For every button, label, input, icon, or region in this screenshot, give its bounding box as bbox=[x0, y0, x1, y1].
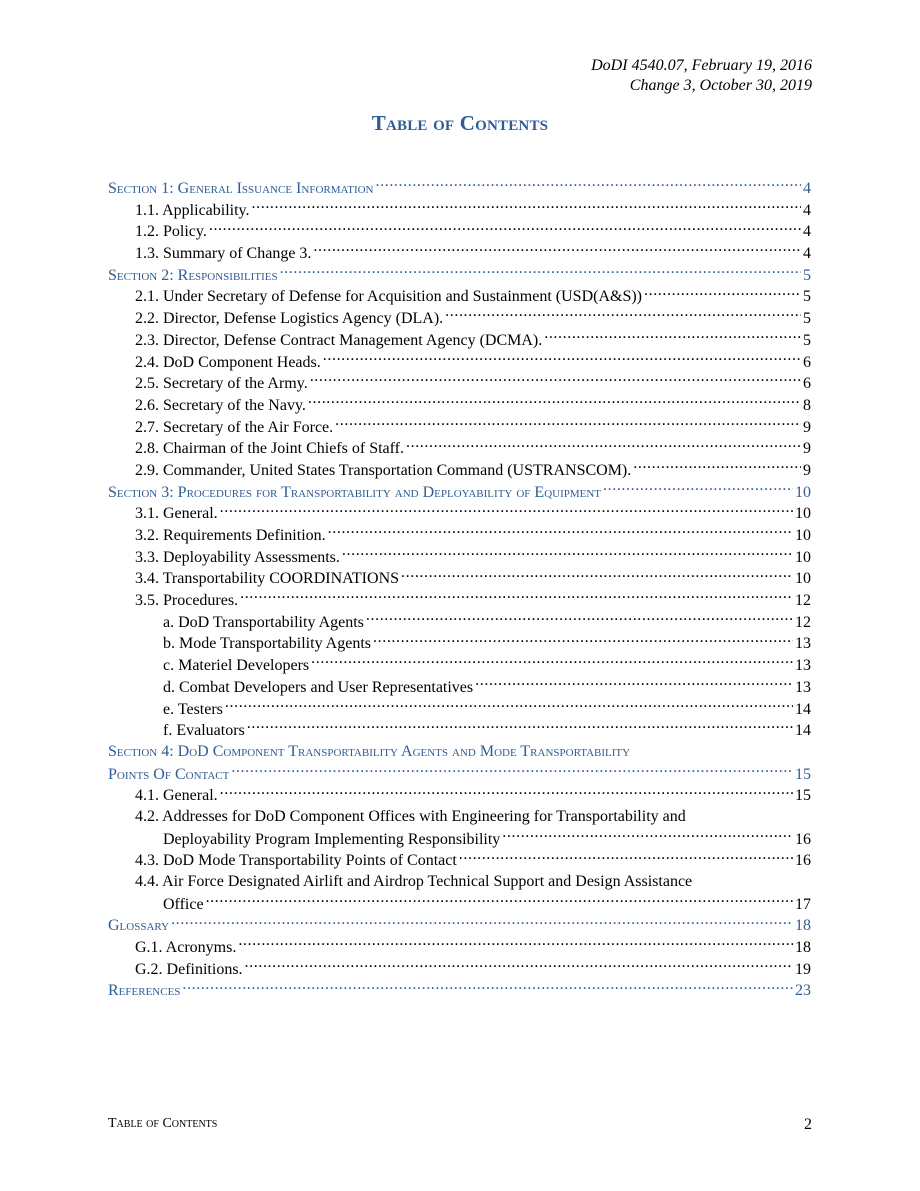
toc-page-number: 8 bbox=[803, 396, 811, 414]
header-doc-id: DoDI 4540.07, February 19, 2016 bbox=[591, 57, 812, 74]
toc-page-number: 10 bbox=[795, 483, 811, 501]
dot-leader bbox=[544, 329, 801, 345]
toc-page-number: 15 bbox=[795, 765, 811, 783]
toc-entry-label: 3.5. Procedures. bbox=[135, 592, 239, 610]
toc-page-number: 9 bbox=[803, 440, 811, 458]
toc-entry[interactable] bbox=[108, 329, 811, 351]
toc-entry[interactable] bbox=[108, 351, 811, 373]
dot-leader bbox=[209, 220, 801, 236]
toc-page-number: 4 bbox=[803, 223, 811, 241]
toc-entry-label: d. Combat Developers and User Representatives bbox=[163, 678, 474, 696]
toc-entry[interactable] bbox=[108, 849, 811, 871]
dot-leader bbox=[603, 481, 793, 497]
toc-entry-label: e. Testers bbox=[163, 700, 223, 718]
toc-page-number: 14 bbox=[795, 722, 811, 740]
toc-entry-label: 2.4. DoD Component Heads. bbox=[135, 353, 321, 371]
dot-leader bbox=[328, 524, 793, 540]
dot-leader bbox=[206, 893, 793, 909]
toc-section-entry[interactable] bbox=[108, 914, 811, 936]
document-header bbox=[591, 56, 812, 96]
toc-entry-label: Section 2: Responsibilities bbox=[108, 266, 278, 284]
toc-entry[interactable] bbox=[108, 763, 811, 785]
dot-leader bbox=[310, 372, 801, 388]
toc-entry-label: 2.8. Chairman of the Joint Chiefs of Staff. bbox=[135, 440, 404, 458]
dot-leader bbox=[342, 546, 793, 562]
dot-leader bbox=[225, 698, 793, 714]
dot-leader bbox=[644, 285, 801, 301]
toc-entry[interactable] bbox=[108, 654, 811, 676]
toc-page-number: 10 bbox=[795, 527, 811, 544]
dot-leader bbox=[308, 394, 801, 410]
dot-leader bbox=[247, 719, 793, 735]
toc-page-number: 16 bbox=[795, 830, 811, 848]
toc-page-number: 16 bbox=[795, 852, 811, 870]
toc-entry[interactable] bbox=[108, 502, 811, 524]
toc-entry-label-continued: Office bbox=[163, 895, 204, 913]
toc-entry-line[interactable] bbox=[108, 741, 811, 763]
footer-title: Table of Contents bbox=[108, 1116, 218, 1131]
toc-page-number: 10 bbox=[795, 570, 811, 588]
toc-page-number: 13 bbox=[795, 635, 811, 653]
toc-page-number: 4 bbox=[803, 180, 811, 197]
toc-entry[interactable] bbox=[108, 416, 811, 438]
toc-entry-label: b. Mode Transportability Agents bbox=[163, 635, 372, 653]
page-title-text: Table of Contents bbox=[371, 111, 549, 135]
toc-entry-label: Section 3: Procedures for Transportability and Deployability of Equipment bbox=[108, 483, 602, 501]
toc-entry[interactable] bbox=[108, 698, 811, 720]
toc-entry-label: 3.4. Transportability COORDINATIONS bbox=[135, 570, 400, 588]
toc-entry-label: 2.2. Director, Defense Logistics Agency (DLA). bbox=[135, 310, 444, 328]
dot-leader bbox=[252, 199, 801, 215]
toc-entry[interactable] bbox=[108, 719, 811, 741]
toc-entry-label: 4.1. General. bbox=[135, 787, 218, 805]
toc-page-number: 9 bbox=[803, 461, 811, 479]
toc-entry-label: 3.3. Deployability Assessments. bbox=[135, 548, 340, 566]
header-change: Change 3, October 30, 2019 bbox=[629, 77, 812, 94]
toc-page-number: 4 bbox=[803, 245, 811, 263]
toc-entry[interactable] bbox=[108, 958, 811, 980]
toc-entry[interactable] bbox=[108, 632, 811, 654]
dot-leader bbox=[220, 784, 793, 800]
toc-entry-label: G.2. Definitions. bbox=[135, 960, 243, 978]
toc-entry[interactable] bbox=[108, 784, 811, 806]
toc-entry-label: 4.4. Air Force Designated Airlift and Airdrop Technical Support and Design Assistance bbox=[135, 873, 693, 890]
toc-entry[interactable] bbox=[108, 220, 811, 242]
toc-entry[interactable] bbox=[108, 242, 811, 264]
toc-entry[interactable] bbox=[108, 372, 811, 394]
dot-leader bbox=[323, 351, 801, 367]
toc-entry-label: Glossary bbox=[108, 917, 170, 935]
table-of-contents bbox=[108, 177, 811, 1001]
toc-entry-label: 2.5. Secretary of the Army. bbox=[135, 375, 308, 393]
toc-entry-label: c. Materiel Developers bbox=[163, 657, 310, 675]
toc-entry[interactable] bbox=[108, 459, 811, 481]
dot-leader bbox=[313, 242, 801, 258]
dot-leader bbox=[459, 849, 793, 865]
toc-page-number: 15 bbox=[795, 787, 811, 805]
toc-entry-label: 4.2. Addresses for DoD Component Offices with Engineering for Transportability and bbox=[135, 807, 686, 825]
toc-entry[interactable] bbox=[108, 285, 811, 307]
toc-entry-label-continued: Deployability Program Implementing Responsibility bbox=[163, 830, 501, 848]
dot-leader bbox=[406, 437, 801, 453]
toc-entry[interactable] bbox=[108, 589, 811, 611]
toc-entry-line[interactable] bbox=[108, 871, 811, 893]
toc-section-entry[interactable] bbox=[108, 264, 811, 286]
toc-page-number: 18 bbox=[795, 939, 811, 957]
dot-leader bbox=[502, 828, 793, 844]
toc-entry-label: References bbox=[108, 982, 181, 1000]
toc-entry-label: 1.3. Summary of Change 3. bbox=[135, 245, 312, 263]
toc-entry[interactable] bbox=[108, 567, 811, 589]
toc-page-number: 5 bbox=[803, 288, 811, 306]
toc-page-number: 19 bbox=[795, 960, 811, 978]
toc-section-entry[interactable] bbox=[108, 979, 811, 1001]
dot-leader bbox=[445, 307, 801, 323]
toc-page-number: 4 bbox=[803, 201, 811, 219]
toc-page-number: 17 bbox=[795, 895, 811, 913]
toc-entry-label: a. DoD Transportability Agents bbox=[163, 613, 364, 631]
toc-entry[interactable] bbox=[108, 307, 811, 329]
toc-entry-label: 2.1. Under Secretary of Defense for Acquisition and Sustainment (USD(A&S)) bbox=[135, 288, 642, 306]
toc-entry-line[interactable] bbox=[108, 806, 811, 828]
toc-page-number: 5 bbox=[803, 310, 811, 328]
toc-page-number: 13 bbox=[795, 678, 811, 696]
toc-entry[interactable] bbox=[108, 394, 811, 416]
toc-entry-label: 2.3. Director, Defense Contract Management Agency (DCMA). bbox=[135, 331, 543, 349]
page-title bbox=[0, 111, 920, 136]
toc-page-number: 12 bbox=[795, 592, 811, 610]
toc-page-number: 18 bbox=[795, 917, 811, 935]
toc-entry-label: 1.2. Policy. bbox=[135, 223, 207, 241]
toc-entry-label: 2.9. Commander, United States Transportation Command (USTRANSCOM). bbox=[135, 461, 632, 479]
footer-page-number: 2 bbox=[804, 1116, 812, 1133]
toc-entry[interactable] bbox=[108, 524, 811, 546]
dot-leader bbox=[373, 632, 793, 648]
dot-leader bbox=[280, 264, 801, 280]
dot-leader bbox=[376, 177, 801, 193]
toc-page-number: 14 bbox=[795, 700, 811, 718]
toc-entry-label: G.1. Acronyms. bbox=[135, 939, 237, 957]
dot-leader bbox=[245, 958, 793, 974]
dot-leader bbox=[220, 502, 793, 518]
dot-leader bbox=[238, 936, 793, 952]
toc-entry-label: 4.3. DoD Mode Transportability Points of Contact bbox=[135, 852, 457, 870]
toc-entry[interactable] bbox=[108, 676, 811, 698]
toc-page-number: 5 bbox=[803, 331, 811, 349]
toc-entry-label: Section 1: General Issuance Information bbox=[108, 180, 374, 197]
toc-entry[interactable] bbox=[108, 199, 811, 221]
dot-leader bbox=[231, 763, 793, 779]
toc-entry[interactable] bbox=[108, 611, 811, 633]
toc-page-number: 9 bbox=[803, 418, 811, 436]
dot-leader bbox=[171, 914, 793, 930]
toc-section-entry[interactable] bbox=[108, 177, 811, 199]
dot-leader bbox=[366, 611, 793, 627]
toc-entry[interactable] bbox=[108, 546, 811, 568]
toc-entry-label-continued: Points Of Contact bbox=[108, 765, 230, 783]
dot-leader bbox=[182, 979, 793, 995]
toc-section-entry[interactable] bbox=[108, 481, 811, 503]
dot-leader bbox=[335, 416, 801, 432]
toc-page-number: 6 bbox=[803, 375, 811, 393]
dot-leader bbox=[240, 589, 793, 605]
toc-entry[interactable] bbox=[108, 828, 811, 850]
page-footer bbox=[108, 1116, 812, 1134]
toc-entry[interactable] bbox=[108, 936, 811, 958]
toc-entry[interactable] bbox=[108, 437, 811, 459]
toc-entry-label: 3.2. Requirements Definition. bbox=[135, 527, 326, 544]
dot-leader bbox=[475, 676, 793, 692]
toc-page-number: 13 bbox=[795, 657, 811, 675]
dot-leader bbox=[401, 567, 793, 583]
toc-page-number: 23 bbox=[795, 982, 811, 1000]
toc-page-number: 12 bbox=[795, 613, 811, 631]
toc-entry-label: 2.7. Secretary of the Air Force. bbox=[135, 418, 334, 436]
toc-entry-label: 2.6. Secretary of the Navy. bbox=[135, 396, 306, 414]
toc-page-number: 5 bbox=[803, 266, 811, 284]
toc-entry-label: 1.1. Applicability. bbox=[135, 201, 250, 219]
toc-page-number: 6 bbox=[803, 353, 811, 371]
dot-leader bbox=[311, 654, 793, 670]
toc-page-number: 10 bbox=[795, 548, 811, 566]
toc-entry-label: Section 4: DoD Component Transportability Agents and Mode Transportability bbox=[108, 742, 631, 760]
toc-entry-label: 3.1. General. bbox=[135, 505, 218, 523]
dot-leader bbox=[633, 459, 801, 475]
toc-entry-label: f. Evaluators bbox=[163, 722, 245, 740]
toc-entry[interactable] bbox=[108, 893, 811, 915]
toc-page-number: 10 bbox=[795, 505, 811, 523]
